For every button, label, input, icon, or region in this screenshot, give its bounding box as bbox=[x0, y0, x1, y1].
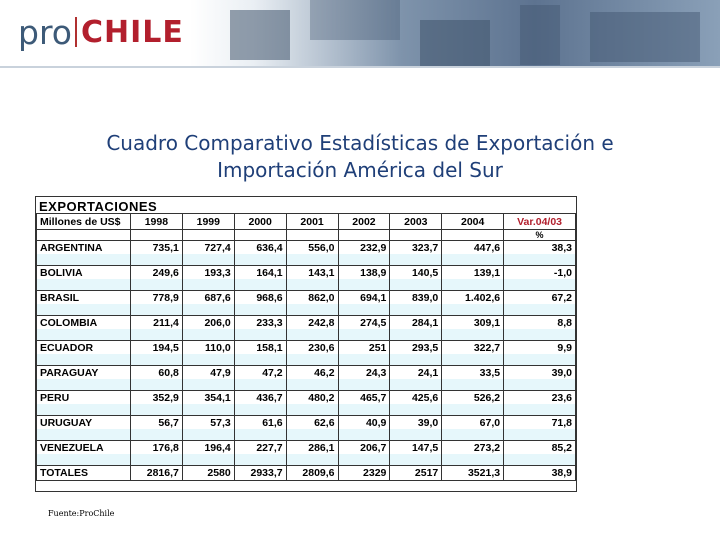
total-value-cell: 2329 bbox=[338, 466, 390, 481]
exports-table-container bbox=[35, 196, 577, 492]
band-cell bbox=[442, 354, 504, 366]
table-row bbox=[37, 266, 576, 280]
exports-table bbox=[36, 213, 576, 481]
variation-cell: 38,3 bbox=[504, 241, 576, 255]
band-cell bbox=[130, 329, 182, 341]
value-cell: 47,2 bbox=[234, 366, 286, 380]
value-cell: 556,0 bbox=[286, 241, 338, 255]
band-cell bbox=[130, 279, 182, 291]
band-cell bbox=[182, 354, 234, 366]
value-cell: 147,5 bbox=[390, 441, 442, 455]
value-cell: 47,9 bbox=[182, 366, 234, 380]
band-cell bbox=[182, 254, 234, 266]
value-cell: 143,1 bbox=[286, 266, 338, 280]
band-cell bbox=[442, 454, 504, 466]
value-cell: 164,1 bbox=[234, 266, 286, 280]
band-cell bbox=[234, 254, 286, 266]
band-cell bbox=[286, 429, 338, 441]
table-unit-row bbox=[37, 230, 576, 241]
country-cell: COLOMBIA bbox=[37, 316, 131, 330]
band-cell bbox=[182, 279, 234, 291]
band-cell bbox=[338, 329, 390, 341]
variation-cell: 23,6 bbox=[504, 391, 576, 405]
band-cell bbox=[390, 429, 442, 441]
variation-cell: 85,2 bbox=[504, 441, 576, 455]
value-cell: 249,6 bbox=[130, 266, 182, 280]
band-cell bbox=[182, 404, 234, 416]
value-cell: 138,9 bbox=[338, 266, 390, 280]
value-cell: 735,1 bbox=[130, 241, 182, 255]
band-cell bbox=[338, 304, 390, 316]
country-cell: URUGUAY bbox=[37, 416, 131, 430]
header-banner bbox=[0, 0, 720, 68]
value-cell: 40,9 bbox=[338, 416, 390, 430]
table-row bbox=[37, 316, 576, 330]
country-cell: PARAGUAY bbox=[37, 366, 131, 380]
band-cell bbox=[37, 354, 131, 366]
source-note: Fuente:ProChile bbox=[48, 509, 115, 518]
column-header: 2004 bbox=[442, 214, 504, 230]
total-variation-cell: 38,9 bbox=[504, 466, 576, 481]
table-section-title: EXPORTACIONES bbox=[39, 199, 158, 214]
band-cell bbox=[390, 329, 442, 341]
column-header: Millones de US$ bbox=[37, 214, 131, 230]
table-row bbox=[37, 441, 576, 455]
band-cell bbox=[234, 279, 286, 291]
value-cell: 687,6 bbox=[182, 291, 234, 305]
band-cell bbox=[182, 379, 234, 391]
value-cell: 211,4 bbox=[130, 316, 182, 330]
band-cell bbox=[130, 254, 182, 266]
value-cell: 322,7 bbox=[442, 341, 504, 355]
logo-chile-text: CHILE bbox=[80, 14, 184, 50]
value-cell: 286,1 bbox=[286, 441, 338, 455]
value-cell: 480,2 bbox=[286, 391, 338, 405]
unit-cell-empty bbox=[130, 230, 182, 241]
value-cell: 33,5 bbox=[442, 366, 504, 380]
column-header: 2002 bbox=[338, 214, 390, 230]
value-cell: 230,6 bbox=[286, 341, 338, 355]
band-cell bbox=[234, 304, 286, 316]
band-cell bbox=[234, 354, 286, 366]
band-cell bbox=[442, 429, 504, 441]
band-cell bbox=[390, 354, 442, 366]
value-cell: 139,1 bbox=[442, 266, 504, 280]
value-cell: 206,7 bbox=[338, 441, 390, 455]
table-row bbox=[37, 341, 576, 355]
value-cell: 447,6 bbox=[442, 241, 504, 255]
value-cell: 158,1 bbox=[234, 341, 286, 355]
prochile-logo bbox=[18, 14, 184, 50]
band-cell bbox=[286, 304, 338, 316]
value-cell: 206,0 bbox=[182, 316, 234, 330]
band-cell bbox=[338, 454, 390, 466]
value-cell: 194,5 bbox=[130, 341, 182, 355]
country-cell: ECUADOR bbox=[37, 341, 131, 355]
band-cell bbox=[182, 454, 234, 466]
band-cell bbox=[130, 404, 182, 416]
variation-cell: 67,2 bbox=[504, 291, 576, 305]
band-cell bbox=[338, 404, 390, 416]
value-cell: 251 bbox=[338, 341, 390, 355]
band-cell bbox=[390, 279, 442, 291]
band-cell bbox=[130, 304, 182, 316]
band-cell bbox=[130, 454, 182, 466]
column-header: Var.04/03 bbox=[504, 214, 576, 230]
band-cell bbox=[234, 454, 286, 466]
unit-cell-empty bbox=[442, 230, 504, 241]
row-band bbox=[37, 254, 576, 266]
band-cell bbox=[286, 254, 338, 266]
value-cell: 274,5 bbox=[338, 316, 390, 330]
column-header: 1998 bbox=[130, 214, 182, 230]
value-cell: 61,6 bbox=[234, 416, 286, 430]
value-cell: 352,9 bbox=[130, 391, 182, 405]
value-cell: 193,3 bbox=[182, 266, 234, 280]
unit-cell-empty bbox=[390, 230, 442, 241]
row-band bbox=[37, 429, 576, 441]
unit-cell-empty bbox=[37, 230, 131, 241]
band-cell bbox=[130, 429, 182, 441]
variation-cell: 71,8 bbox=[504, 416, 576, 430]
band-cell bbox=[37, 379, 131, 391]
value-cell: 24,1 bbox=[390, 366, 442, 380]
table-row bbox=[37, 241, 576, 255]
country-cell: VENEZUELA bbox=[37, 441, 131, 455]
value-cell: 56,7 bbox=[130, 416, 182, 430]
totals-row bbox=[37, 466, 576, 481]
column-header: 2003 bbox=[390, 214, 442, 230]
band-cell bbox=[338, 379, 390, 391]
value-cell: 354,1 bbox=[182, 391, 234, 405]
value-cell: 24,3 bbox=[338, 366, 390, 380]
band-cell bbox=[286, 454, 338, 466]
header-divider bbox=[0, 66, 720, 68]
band-cell bbox=[442, 379, 504, 391]
band-cell bbox=[504, 429, 576, 441]
total-value-cell: 3521,3 bbox=[442, 466, 504, 481]
value-cell: 242,8 bbox=[286, 316, 338, 330]
band-cell bbox=[442, 404, 504, 416]
total-value-cell: 2580 bbox=[182, 466, 234, 481]
unit-cell-empty bbox=[338, 230, 390, 241]
table-row bbox=[37, 391, 576, 405]
value-cell: 196,4 bbox=[182, 441, 234, 455]
total-value-cell: 2816,7 bbox=[130, 466, 182, 481]
band-cell bbox=[442, 254, 504, 266]
logo-pro-text: pro bbox=[18, 12, 72, 52]
value-cell: 273,2 bbox=[442, 441, 504, 455]
table-header-row bbox=[37, 214, 576, 230]
value-cell: 862,0 bbox=[286, 291, 338, 305]
value-cell: 62,6 bbox=[286, 416, 338, 430]
band-cell bbox=[234, 379, 286, 391]
table-row bbox=[37, 291, 576, 305]
country-cell: ARGENTINA bbox=[37, 241, 131, 255]
band-cell bbox=[442, 304, 504, 316]
band-cell bbox=[37, 254, 131, 266]
unit-cell-empty bbox=[234, 230, 286, 241]
band-cell bbox=[182, 429, 234, 441]
row-band bbox=[37, 404, 576, 416]
value-cell: 839,0 bbox=[390, 291, 442, 305]
totals-label: TOTALES bbox=[37, 466, 131, 481]
total-value-cell: 2933,7 bbox=[234, 466, 286, 481]
value-cell: 727,4 bbox=[182, 241, 234, 255]
band-cell bbox=[37, 304, 131, 316]
table-row bbox=[37, 416, 576, 430]
band-cell bbox=[37, 329, 131, 341]
value-cell: 140,5 bbox=[390, 266, 442, 280]
row-band bbox=[37, 454, 576, 466]
row-band bbox=[37, 379, 576, 391]
var-unit: % bbox=[504, 230, 576, 241]
variation-cell: 9,9 bbox=[504, 341, 576, 355]
value-cell: 293,5 bbox=[390, 341, 442, 355]
band-cell bbox=[504, 329, 576, 341]
table-row bbox=[37, 366, 576, 380]
value-cell: 436,7 bbox=[234, 391, 286, 405]
band-cell bbox=[504, 354, 576, 366]
total-value-cell: 2517 bbox=[390, 466, 442, 481]
column-header: 2000 bbox=[234, 214, 286, 230]
band-cell bbox=[37, 279, 131, 291]
value-cell: 694,1 bbox=[338, 291, 390, 305]
band-cell bbox=[286, 404, 338, 416]
band-cell bbox=[234, 329, 286, 341]
value-cell: 1.402,6 bbox=[442, 291, 504, 305]
column-header: 1999 bbox=[182, 214, 234, 230]
band-cell bbox=[37, 404, 131, 416]
unit-cell-empty bbox=[286, 230, 338, 241]
band-cell bbox=[390, 404, 442, 416]
band-cell bbox=[234, 429, 286, 441]
column-header: 2001 bbox=[286, 214, 338, 230]
country-cell: BRASIL bbox=[37, 291, 131, 305]
value-cell: 232,9 bbox=[338, 241, 390, 255]
value-cell: 176,8 bbox=[130, 441, 182, 455]
header-photo-collage bbox=[190, 0, 720, 66]
value-cell: 425,6 bbox=[390, 391, 442, 405]
variation-cell: 39,0 bbox=[504, 366, 576, 380]
value-cell: 284,1 bbox=[390, 316, 442, 330]
value-cell: 227,7 bbox=[234, 441, 286, 455]
band-cell bbox=[442, 329, 504, 341]
band-cell bbox=[504, 454, 576, 466]
row-band bbox=[37, 354, 576, 366]
band-cell bbox=[286, 279, 338, 291]
value-cell: 323,7 bbox=[390, 241, 442, 255]
band-cell bbox=[37, 429, 131, 441]
slide-title bbox=[20, 130, 700, 184]
unit-cell-empty bbox=[182, 230, 234, 241]
band-cell bbox=[390, 304, 442, 316]
value-cell: 46,2 bbox=[286, 366, 338, 380]
logo-separator bbox=[75, 17, 77, 47]
band-cell bbox=[504, 279, 576, 291]
band-cell bbox=[37, 454, 131, 466]
value-cell: 778,9 bbox=[130, 291, 182, 305]
band-cell bbox=[182, 329, 234, 341]
row-band bbox=[37, 304, 576, 316]
value-cell: 233,3 bbox=[234, 316, 286, 330]
band-cell bbox=[390, 379, 442, 391]
value-cell: 67,0 bbox=[442, 416, 504, 430]
band-cell bbox=[130, 354, 182, 366]
band-cell bbox=[390, 454, 442, 466]
variation-cell: 8,8 bbox=[504, 316, 576, 330]
value-cell: 110,0 bbox=[182, 341, 234, 355]
band-cell bbox=[338, 279, 390, 291]
value-cell: 39,0 bbox=[390, 416, 442, 430]
country-cell: BOLIVIA bbox=[37, 266, 131, 280]
value-cell: 57,3 bbox=[182, 416, 234, 430]
value-cell: 60,8 bbox=[130, 366, 182, 380]
band-cell bbox=[130, 379, 182, 391]
band-cell bbox=[286, 354, 338, 366]
band-cell bbox=[504, 404, 576, 416]
band-cell bbox=[338, 354, 390, 366]
band-cell bbox=[234, 404, 286, 416]
value-cell: 636,4 bbox=[234, 241, 286, 255]
variation-cell: -1,0 bbox=[504, 266, 576, 280]
band-cell bbox=[286, 379, 338, 391]
slide-title-line1: Cuadro Comparativo Estadísticas de Exportación e bbox=[106, 131, 614, 155]
band-cell bbox=[504, 379, 576, 391]
band-cell bbox=[182, 304, 234, 316]
value-cell: 526,2 bbox=[442, 391, 504, 405]
slide-title-line2: Importación América del Sur bbox=[217, 158, 503, 182]
row-band bbox=[37, 279, 576, 291]
value-cell: 309,1 bbox=[442, 316, 504, 330]
total-value-cell: 2809,6 bbox=[286, 466, 338, 481]
band-cell bbox=[504, 254, 576, 266]
band-cell bbox=[338, 429, 390, 441]
band-cell bbox=[504, 304, 576, 316]
value-cell: 968,6 bbox=[234, 291, 286, 305]
country-cell: PERU bbox=[37, 391, 131, 405]
band-cell bbox=[286, 329, 338, 341]
row-band bbox=[37, 329, 576, 341]
band-cell bbox=[390, 254, 442, 266]
value-cell: 465,7 bbox=[338, 391, 390, 405]
band-cell bbox=[442, 279, 504, 291]
band-cell bbox=[338, 254, 390, 266]
